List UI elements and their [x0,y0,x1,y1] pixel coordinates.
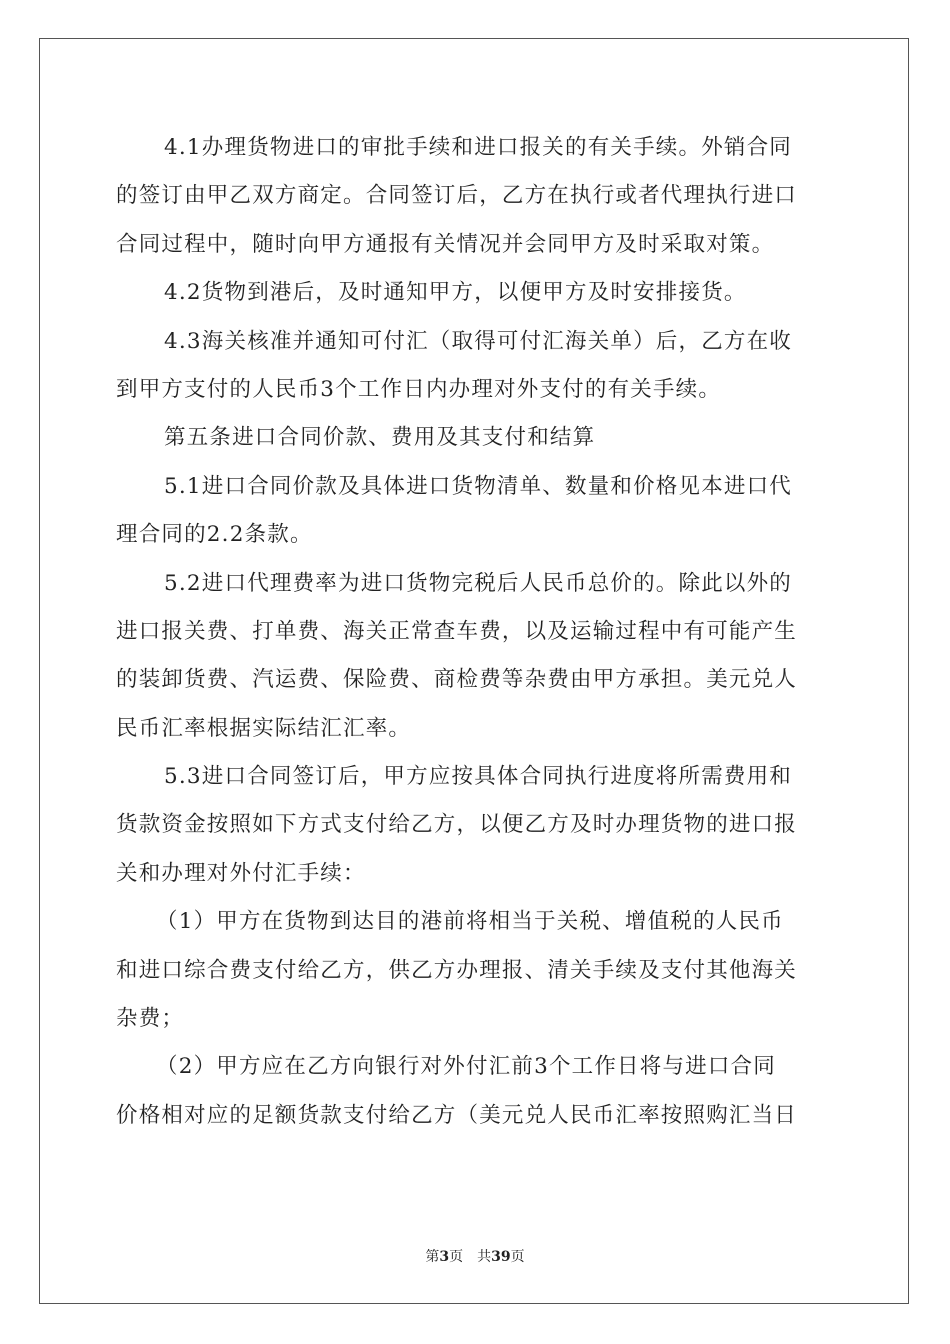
paragraph-line: 的签订由甲乙双方商定。合同签订后，乙方在执行或者代理执行进口 [116,183,798,209]
total-pages: 39 [491,1249,511,1265]
paragraph-line: 和进口综合费支付给乙方，供乙方办理报、清关手续及支付其他海关 [116,957,798,983]
paragraph-line: 关和办理对外付汇手续： [116,860,366,886]
page-number: 3 [439,1249,450,1265]
paragraph-line: 5.2进口代理费率为进口货物完税后人民币总价的。除此以外的 [164,570,792,596]
paragraph-line: 5.3进口合同签订后，甲方应按具体合同执行进度将所需费用和 [164,764,792,790]
section-heading: 第五条进口合同价款、费用及其支付和结算 [164,425,596,451]
paragraph-line: 合同过程中，随时向甲方通报有关情况并会同甲方及时采取对策。 [116,231,775,257]
document-body [116,124,836,1140]
paragraph-line: 理合同的2.2条款。 [116,522,313,548]
paragraph-line: 进口报关费、打单费、海关正常查车费，以及运输过程中有可能产生 [116,618,798,644]
paragraph-line: 民币汇率根据实际结汇汇率。 [116,715,412,741]
paragraph-line: 价格相对应的足额货款支付给乙方（美元兑人民币汇率按照购汇当日 [116,1102,798,1128]
paragraph-line: 4.1办理货物进口的审批手续和进口报关的有关手续。外销合同 [164,135,792,160]
paragraph-line: （1）甲方在货物到达目的港前将相当于关税、增值税的人民币 [156,909,784,935]
page-footer [0,1246,950,1266]
paragraph-line: 4.3海关核准并通知可付汇（取得可付汇海关单）后，乙方在收 [164,328,792,354]
total-label-suffix: 页 [510,1249,525,1265]
paragraph-line: 到甲方支付的人民币3个工作日内办理对外支付的有关手续。 [116,376,722,402]
paragraph-line: 5.1进口合同价款及具体进口货物清单、数量和价格见本进口代 [164,473,792,499]
page-label-prefix: 第 [425,1249,440,1265]
paragraph-line: 杂费； [116,1006,185,1032]
page-label-suffix: 页 [449,1249,464,1265]
total-label-prefix: 共 [477,1249,492,1265]
paragraph-line: （2）甲方应在乙方向银行对外付汇前3个工作日将与进口合同 [156,1054,776,1080]
paragraph-line: 4.2货物到港后，及时通知甲方，以便甲方及时安排接货。 [164,280,747,306]
paragraph-line: 货款资金按照如下方式支付给乙方，以便乙方及时办理货物的进口报 [116,812,798,838]
paragraph-line: 的装卸货费、汽运费、保险费、商检费等杂费由甲方承担。美元兑人 [116,667,798,693]
